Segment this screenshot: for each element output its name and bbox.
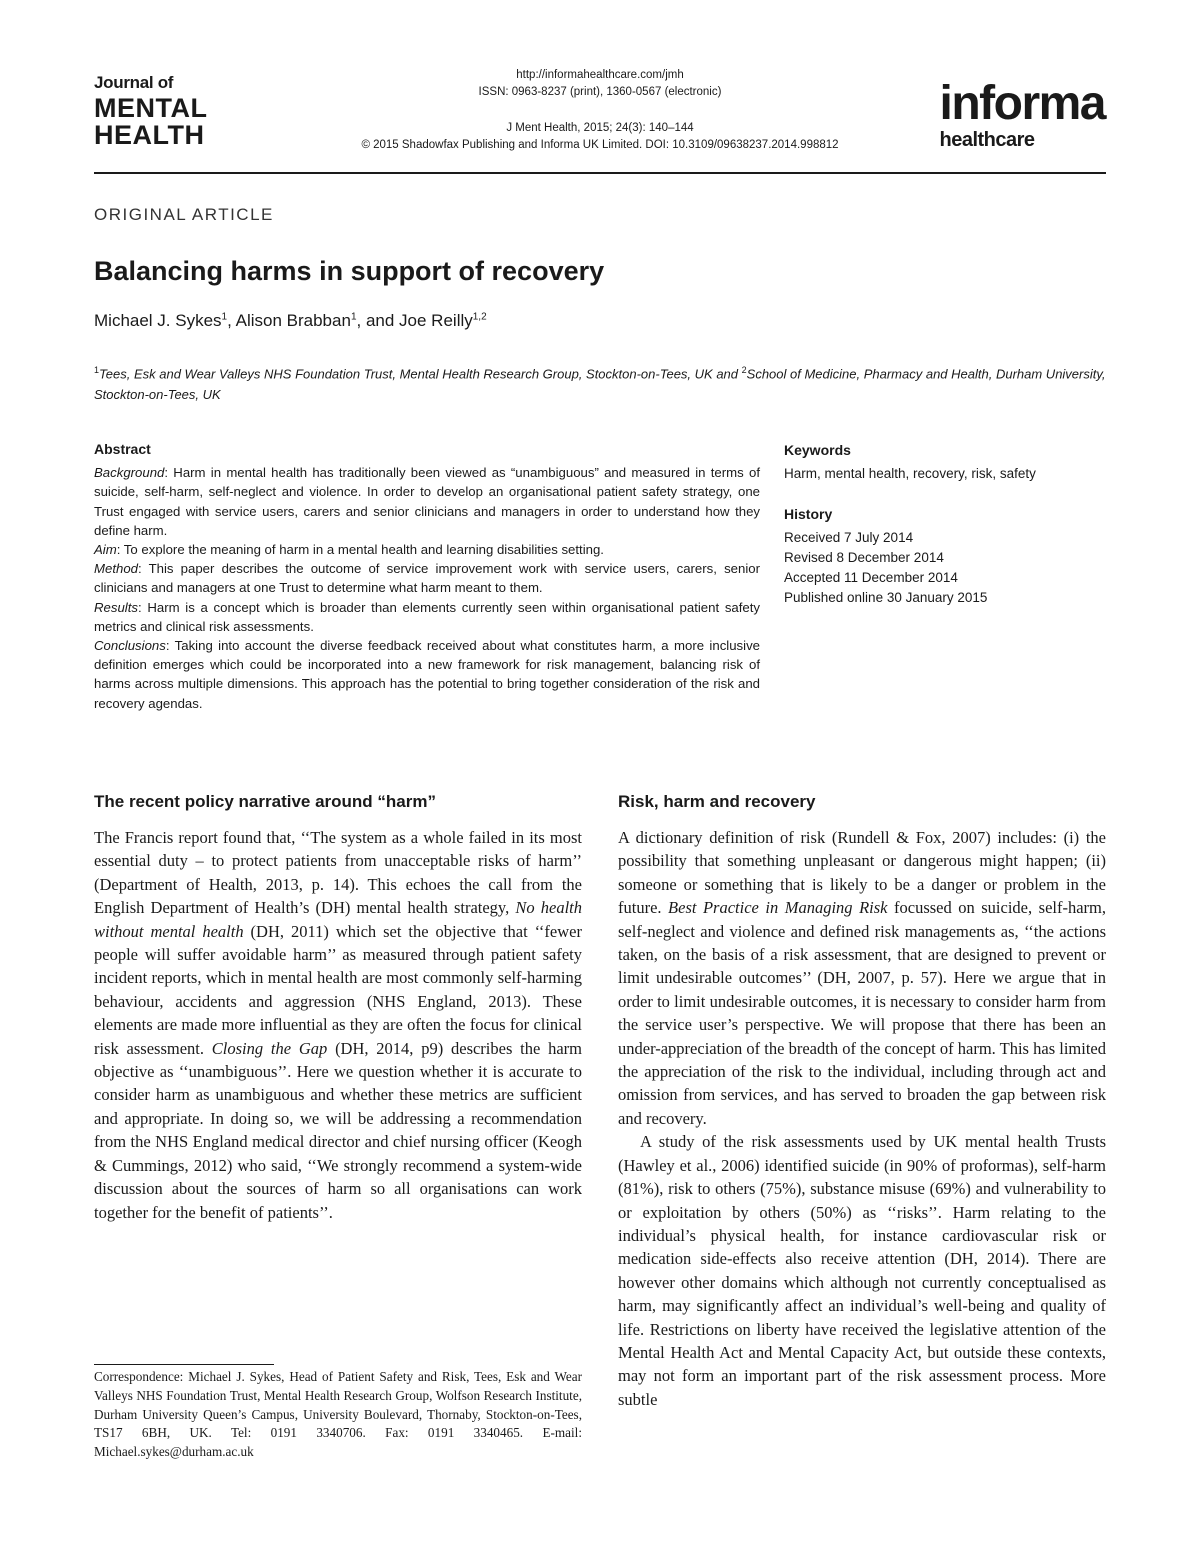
author-name: Joe Reilly (399, 311, 473, 330)
abstract-text: : To explore the meaning of harm in a mental health and learning disabilities setting. (116, 542, 604, 558)
correspondence-footnote: Correspondence: Michael J. Sykes, Head of Patient Safety and Risk, Tees, Esk and Wear Valleys NHS Foundation Trust, Mental Health Research Group, Wolfson Research Institute, Durham University Queen’s Campus, University Boulevard, Thornaby, Stockton-on-Tees, TS17 6BH, UK. Tel: 0191 3340706. Fax: 0191 3340465. E-mail: Michael.sykes@durham.ac.uk (94, 1369, 582, 1460)
body-paragraph: A study of the risk assessments used by UK mental health Trusts (Hawley et al., 2006) identified suicide (in 90% of proformas), self-harm (81%), risk to others (75%), substance misuse (69%) and vulnerability to or exploitation by others (50%) as ‘‘risks’’. Harm relating to the individual’s physical health, for instance cardiovascular risk or medication side-effects also receive attention (DH, 2014). There are however other domains which although not currently conceptualised as harm, may significantly affect an individual’s well-being and quality of life. Restrictions on liberty have received the legislative attention of the Mental Health Act and Mental Capacity Act, but outside these contexts, may not form an important part of the risk assessment process. More subtle (618, 1132, 1106, 1409)
keywords-heading: Keywords (784, 442, 851, 458)
journal-copyright: © 2015 Shadowfax Publishing and Informa UK Limited. DOI: 10.3109/09638237.2014.998812 (361, 139, 839, 151)
history-heading: History (784, 506, 833, 522)
affil-text: Tees, Esk and Wear Valleys NHS Foundation Trust, Mental Health Research Group, Stockton-on-Tees, UK and (99, 366, 742, 382)
body-paragraph (94, 826, 582, 1224)
footnote-rule (94, 1364, 274, 1365)
abstract-label: Background (94, 465, 165, 481)
body-paragraph (618, 826, 1106, 1130)
abstract-label: Results (94, 599, 138, 615)
author-list: Michael J. Sykes$^1$, Alison Brabban$^1$, and Joe Reilly$^{1,2}$ (94, 311, 487, 330)
abstract (94, 440, 760, 713)
abstract-text: : This paper describes the outcome of service improvement work with service users, carers, senior clinicians and managers at one Trust to determine what harm meant to them. (94, 561, 760, 596)
affil-sup: 2 (741, 365, 747, 375)
abstract-label: Aim (94, 542, 117, 558)
abstract-label: Conclusions (94, 638, 166, 654)
header-rule (94, 172, 1106, 174)
abstract-aim (94, 540, 760, 559)
publisher-logo (939, 77, 1105, 151)
journal-url[interactable]: http://informahealthcare.com/jmh (516, 69, 684, 81)
history-received: Received 7 July 2014 (784, 530, 914, 545)
journal-logo-line2: HEALTH (94, 120, 205, 150)
section-heading-policy: The recent policy narrative around “harm” (94, 792, 436, 811)
section-heading-risk: Risk, harm and recovery (618, 792, 816, 811)
abstract-heading: Abstract (94, 441, 151, 457)
article-sidebar (784, 442, 1104, 608)
author-affil-sup: 1 (350, 311, 357, 323)
abstract-results (94, 598, 760, 636)
author-affil-sup: 1,2 (472, 311, 487, 323)
article-type: ORIGINAL ARTICLE (94, 205, 274, 224)
history-list (784, 528, 1104, 608)
abstract-text: : Harm is a concept which is broader than elements currently seen within organisational patient safety metrics and clinical risk assessments. (94, 599, 760, 634)
abstract-text: : Taking into account the diverse feedback received about what constitutes harm, a more inclusive definition emerges which could be incorporated into a new framework for risk management, balancing risk of harms across multiple dimensions. This approach has the potential to bring together consideration of the risk and recovery agendas. (94, 638, 760, 711)
keywords-text: Harm, mental health, recovery, risk, safety (784, 466, 1036, 481)
affiliations (94, 360, 1106, 405)
history-published: Published online 30 January 2015 (784, 590, 988, 605)
journal-logo (94, 74, 207, 149)
journal-citation: J Ment Health, 2015; 24(3): 140–144 (506, 122, 694, 134)
article-title: Balancing harms in support of recovery (94, 256, 605, 286)
author-name: Michael J. Sykes (94, 311, 222, 330)
journal-logo-small: Journal of (94, 73, 174, 92)
body-text: A dictionary definition of risk (Rundell & Fox, 2007) includes: (i) the possibility that something unpleasant or dangerous might happen; (ii) someone or something that is likely to be a danger or problem in the future. (618, 828, 1106, 918)
body-text: focussed on suicide, self-harm, self-neglect and violence and defined risk managements as, ‘‘the actions taken, on the basis of a risk assessment, that are designed to prevent or limit undesirable outcomes’’ (DH, 2007, p. 57). Here we argue that in order to limit undesirable outcomes, it is necessary to consider harm from the service user’s perspective. We will propose that there has been an under-appreciation of the breadth of the concept of harm. This has limited the appreciation of the risk to the individual, including through act and omission from services, and has served to broaden the gap between risk and recovery. (618, 898, 1106, 1128)
abstract-conclusions (94, 636, 760, 713)
publisher-sub: healthcare (939, 129, 1035, 151)
journal-issn: ISSN: 0963-8237 (print), 1360-0567 (electronic) (478, 86, 722, 98)
body-text: (DH, 2011) which set the objective that ‘‘fewer people will suffer avoidable harm’’ as measured through patient safety incident reports, which in mental health are most commonly self-harming behaviour, accidents and aggression (NHS England, 2013). These elements are made more influential as they are often the focus for clinical risk assessment. (94, 921, 582, 1058)
body-italic: Best Practice in Managing Risk (668, 898, 888, 918)
abstract-method (94, 559, 760, 597)
abstract-background (94, 463, 760, 540)
abstract-text: : Harm in mental health has traditionally been viewed as “unambiguous” and measured in terms of suicide, self-harm, self-neglect and violence. In order to develop an organisational patient safety strategy, one Trust engaged with service users, carers and senior clinicians and managers in order to understand how they define harm. (94, 465, 760, 538)
affil-sup: 1 (94, 365, 100, 375)
body-text: (DH, 2014, p9) describes the harm objective as ‘‘unambiguous’’. Here we question whether it is accurate to consider harm as unambiguous and whether these metrics are sufficient and appropriate. In doing so, we will be addressing a recommendation from the NHS England medical director and chief nursing officer (Keogh & Cummings, 2012) who said, ‘‘We strongly recommend a system-wide discussion about the sources of harm so all organisations can work together for the benefit of patients’’. (94, 1038, 583, 1222)
history-revised: Revised 8 December 2014 (784, 550, 944, 565)
body-italic: Closing the Gap (211, 1038, 328, 1058)
body-column-left (94, 826, 582, 1224)
body-column-right (618, 826, 1106, 1411)
body-italic: No health without mental health (94, 898, 582, 941)
author-name: Alison Brabban (235, 311, 351, 330)
author-affil-sup: 1 (221, 311, 228, 323)
affil-text: School of Medicine, Pharmacy and Health, Durham University, Stockton-on-Tees, UK (94, 366, 1106, 403)
journal-logo-line1: MENTAL (94, 93, 208, 123)
body-text: The Francis report found that, ‘‘The system as a whole failed in its most essential duty – to protect patients from unacceptable risks of harm’’ (Department of Health, 2013, p. 14). This echoes the call from the English Department of Health’s (DH) mental health strategy, (94, 828, 582, 918)
history-accepted: Accepted 11 December 2014 (784, 570, 958, 585)
header-meta (320, 67, 880, 154)
publisher-brand: informa (939, 77, 1105, 130)
abstract-label: Method (94, 561, 138, 577)
